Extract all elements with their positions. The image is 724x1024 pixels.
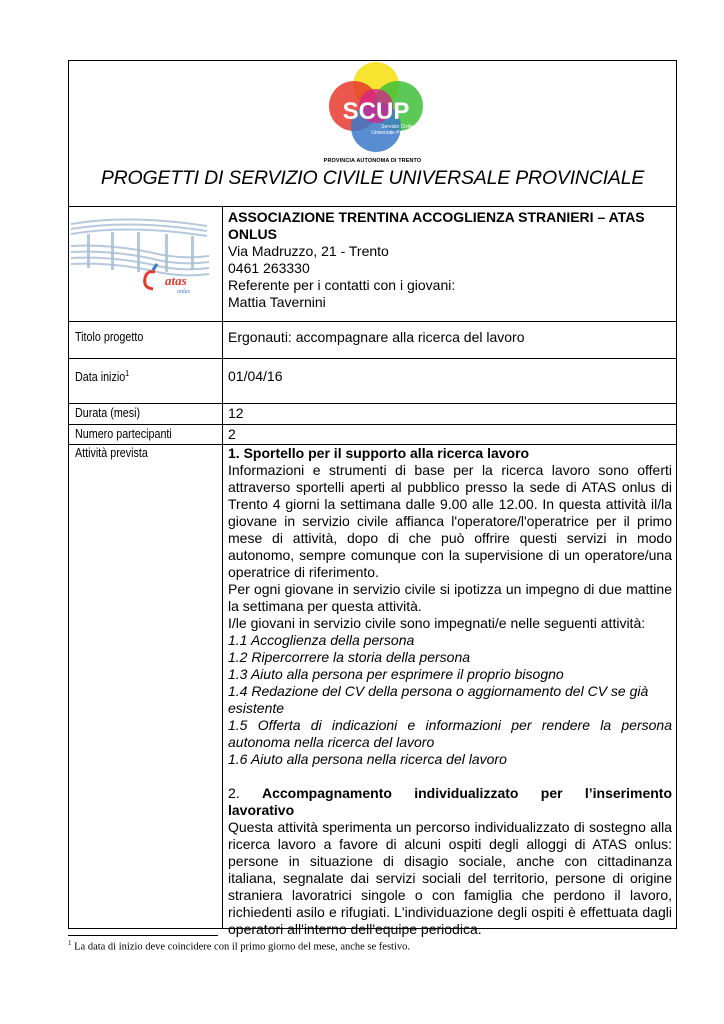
list-item: 1.1 Accoglienza della persona [228, 632, 415, 648]
project-form-table [68, 60, 677, 937]
scup-logo-subtitle-2: Universale Provinciale [371, 130, 421, 136]
data-inizio-row [69, 358, 676, 404]
page-title: PROGETTI DI SERVIZIO CIVILE UNIVERSALE PROVINCIALE [100, 167, 645, 189]
scup-logo-subtitle-1: Servizio Civile [381, 124, 413, 130]
data-inizio-value: 01/04/16 [228, 368, 283, 384]
durata-label: Durata (mesi) [75, 406, 141, 420]
contact-label: Referente per i contatti con i giovani: [228, 277, 456, 293]
header-cell [69, 61, 676, 207]
province-label: PROVINCIA AUTONOMA DI TRENTO [323, 158, 422, 164]
attivita-label: Attività prevista [75, 446, 148, 460]
titolo-row [69, 321, 676, 359]
attivita-row [69, 444, 676, 937]
scup-logo-text: SCUP [342, 98, 410, 125]
atas-logo-subtext: onlus [177, 289, 191, 295]
list-item: 1.3 Aiuto alla persona per esprimere il proprio bisogno [228, 666, 564, 682]
organization-row [69, 206, 676, 322]
organization-info [228, 209, 672, 311]
section1-paragraph-2: Per ogni giovane in servizio civile si ipotizza un impegno di due mattine la settimana per questa attività. [228, 581, 672, 614]
section1-paragraph-1: Informazioni e strumenti di base per la ricerca lavoro sono offerti attraverso sportelli aperti al pubblico presso la sede di ATAS onlus di Trento 4 giorni la settimana dalle 9.00 alle 12.00. In questa attività il/la giovane in servizio civile affianca l'operatore/l'operatrice per il primo mese di attività, dopo di che può offrire questi servizi in modo autonomo, sempre comunque con la supervisione di un operatore/una operatrice di riferimento. [228, 462, 672, 580]
attivita-content [228, 445, 672, 938]
numero-value: 2 [228, 426, 236, 442]
atas-logo [69, 206, 219, 316]
list-item: 1.4 Redazione del CV della persona o aggiornamento del CV se già esistente [228, 683, 649, 716]
numero-row [69, 424, 676, 445]
titolo-value: Ergonauti: accompagnare alla ricerca del lavoro [228, 329, 525, 345]
durata-value: 12 [228, 405, 244, 421]
organization-phone: 0461 263330 [228, 260, 310, 276]
numero-label: Numero partecipanti [75, 427, 172, 441]
section2-title-line1: 2. Accompagnamento individualizzato per l’inserimento [228, 785, 672, 801]
organization-logo-cell [69, 206, 223, 321]
section1-paragraph-3: I/le giovani in servizio civile sono impegnati/e nelle seguenti attività: [228, 615, 646, 631]
footnote-divider [68, 935, 218, 936]
section2-paragraph-1: Questa attività sperimenta un percorso individualizzato di sostegno alla ricerca lavoro a favore di alcuni ospiti degli alloggi di ATAS onlus: persone in situazione di disagio sociale, anche con cittadinanza italiana, segnalate dai servizi sociali del territorio, persone di origine straniera lavoratrici singole o con famiglia che perdono il lavoro, richiedenti asilo e rifugiati. L'individuazione degli ospiti è effettuata dagli operatori all'interno dell'equipe periodica. [228, 819, 672, 937]
durata-row [69, 403, 676, 425]
list-item: 1.6 Aiuto alla persona nella ricerca del lavoro [228, 751, 507, 767]
organization-name-line1: ASSOCIAZIONE TRENTINA ACCOGLIENZA STRANIERI – ATAS [228, 209, 645, 225]
list-item: 1.2 Ripercorrere la storia della persona [228, 649, 471, 665]
contact-name: Mattia Tavernini [228, 294, 326, 310]
section1-title: 1. Sportello per il supporto alla ricerca lavoro [228, 445, 530, 461]
list-item: 1.5 Offerta di indicazioni e informazioni per rendere la persona autonoma nella ricerca del lavoro [228, 717, 672, 750]
organization-address: Via Madruzzo, 21 - Trento [228, 243, 389, 259]
atas-logo-text: atas [165, 273, 187, 288]
footnote: $^1$ La data di inizio deve coincidere con il primo giorno del mese, anche se festivo. [68, 939, 411, 953]
footnote-ref: 1 [125, 369, 130, 378]
titolo-label: Titolo progetto [75, 330, 144, 344]
data-inizio-label: Data inizio$^1$ [75, 369, 130, 385]
scup-logo [324, 61, 436, 165]
organization-name-line2: ONLUS [228, 226, 277, 242]
section2-title-line2: lavorativo [228, 802, 295, 818]
